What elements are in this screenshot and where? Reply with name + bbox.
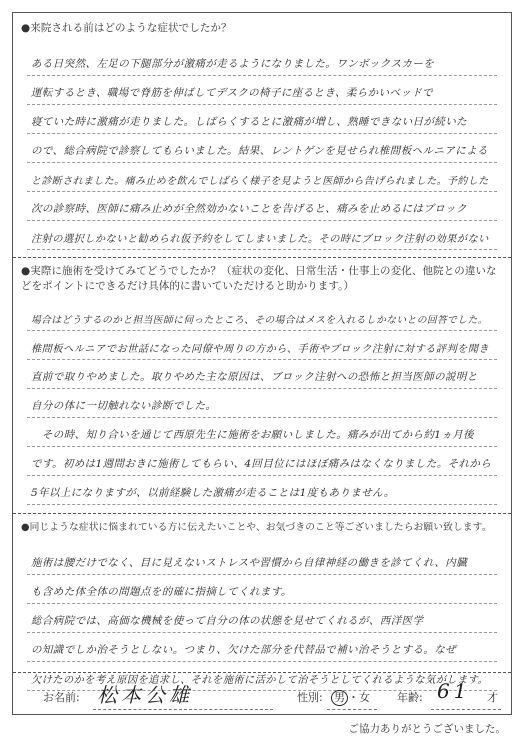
handwritten-text: 総合病院では、高価な機械を使って自分の体の状態を見せてくれるが、西洋医学 [31, 615, 424, 627]
answer-line [27, 633, 497, 662]
handwritten-text: 次の診察時、医師に痛み止めが全然効かないことを告げると、痛みを止めるにはブロック [31, 203, 467, 215]
name-underline [93, 709, 273, 710]
gender-label: 性別: [297, 691, 323, 704]
handwritten-text: の知識でしか治そうとしない。つまり、欠けた部分を代替品で補い治そうとする。なぜ [31, 644, 457, 656]
answer-line [27, 575, 497, 604]
thanks-message: ご協力ありがとうございました。 [348, 723, 506, 735]
answer-line [27, 163, 497, 192]
question-2: ●実際に施術を受けてみてどうでしたか？（症状の変化、日常生活・仕事上の変化、他院との違いなどをポイントにできるだけ具体的に書いていただけると助かります。） [21, 265, 497, 292]
answer-line [27, 447, 497, 476]
answer-line [27, 604, 497, 633]
section-message-to-others [13, 513, 511, 686]
answer-line [27, 389, 497, 418]
section-treatment-experience [13, 257, 511, 513]
handwritten-text: と診断されました。痛み止めを飲んでしばらく様子を見ようと医師から告げられました。予約した [31, 176, 489, 187]
section-symptoms-before [13, 13, 511, 257]
answer-line [27, 331, 497, 360]
handwritten-text: ので、総合病院で診察してもらいました。結果、レントゲンを見せられ椎間板ヘルニアによる [31, 145, 488, 157]
handwritten-text: 椎間板ヘルニアでお世話になった同僚や周りの方から、手術やブロック注射に対する評判を聞き [31, 343, 490, 355]
answer-2-lines [27, 302, 497, 505]
answer-line [27, 360, 497, 389]
gender-female: 女 [359, 691, 370, 704]
answer-line [27, 47, 497, 76]
answer-3-lines [27, 546, 497, 691]
gender-separator: ・ [348, 691, 359, 704]
age-unit: 才 [487, 691, 498, 704]
handwritten-text: 運転するとき、職場で脊筋を伸ばしてデスクの椅子に座るとき、柔らかいベッドで [31, 87, 434, 99]
age-value: 61 [437, 679, 471, 703]
handwritten-text: その時、知り合いを通じて西原先生に施術をお願いしました。痛みが出てから約1ヵ月後 [31, 429, 475, 441]
answer-1-lines [27, 47, 497, 250]
question-1: ●来院される前はどのような症状でしたか？ [21, 22, 232, 34]
handwritten-text: 寝ていた時に激痛が走りました。しばらくするとに激痛が増し、熟睡できない日が続いた [31, 116, 467, 128]
handwritten-text: 自分の体に一切触れない診断でした。 [31, 400, 217, 412]
handwritten-text: も含めた体全体の問題点を的確に指摘してくれます。 [31, 586, 292, 598]
name-value: 松本公雄 [97, 683, 193, 707]
handwritten-text: 直前で取りやめました。取りやめた主な原因は、ブロック注射への恐怖と担当医師の説明と [31, 371, 478, 383]
gender-male-circled: 男 [331, 690, 348, 706]
answer-line [27, 418, 497, 447]
question-3: ●同じような症状に悩まれている方に伝えたいことや、お気づきのこと等ございましたらお願い致します。 [21, 522, 492, 533]
handwritten-text: 5年以上になりますが、以前経験した激痛が走ることは1度もありません。 [31, 487, 395, 499]
gender-options [331, 689, 370, 706]
answer-line [27, 476, 497, 505]
respondent-row [13, 673, 511, 716]
name-label: お名前: [43, 691, 80, 704]
handwritten-text: 施術は腰だけでなく、目に見えないストレスや習慣から自律神経の働きを診てくれ、内臓 [31, 557, 468, 569]
age-label: 年齢: [397, 691, 423, 704]
survey-frame [12, 12, 512, 715]
answer-line [27, 221, 497, 250]
answer-line [27, 134, 497, 163]
handwritten-text: です。初めは1週間おきに施術してもらい、4回目位にはほぼ痛みはなくなりました。それから [31, 458, 492, 470]
handwritten-text: 欠けたのかを考え原因を追求し、それを施術に活かして治そうとしてくれるような気がします。 [31, 674, 489, 686]
answer-line [27, 546, 497, 575]
section-respondent-info [13, 672, 511, 716]
answer-line [27, 76, 497, 105]
gender-underline [327, 709, 377, 710]
answer-line [27, 192, 497, 221]
answer-line [27, 105, 497, 134]
handwritten-text: ある日突然、左足の下腿部分が激痛が走るようになりました。ワンボックスカーを [31, 58, 435, 70]
answer-line [27, 302, 497, 331]
age-underline [431, 709, 501, 710]
handwritten-text: 注射の選択しかないと勧められ仮予約をしてしまいました。その時にブロック注射の効果がない [31, 233, 489, 245]
handwritten-text: 場合はどうするのかと担当医師に伺ったところ、その場合はメスを入れるしかないとの回答でした。 [31, 315, 488, 326]
